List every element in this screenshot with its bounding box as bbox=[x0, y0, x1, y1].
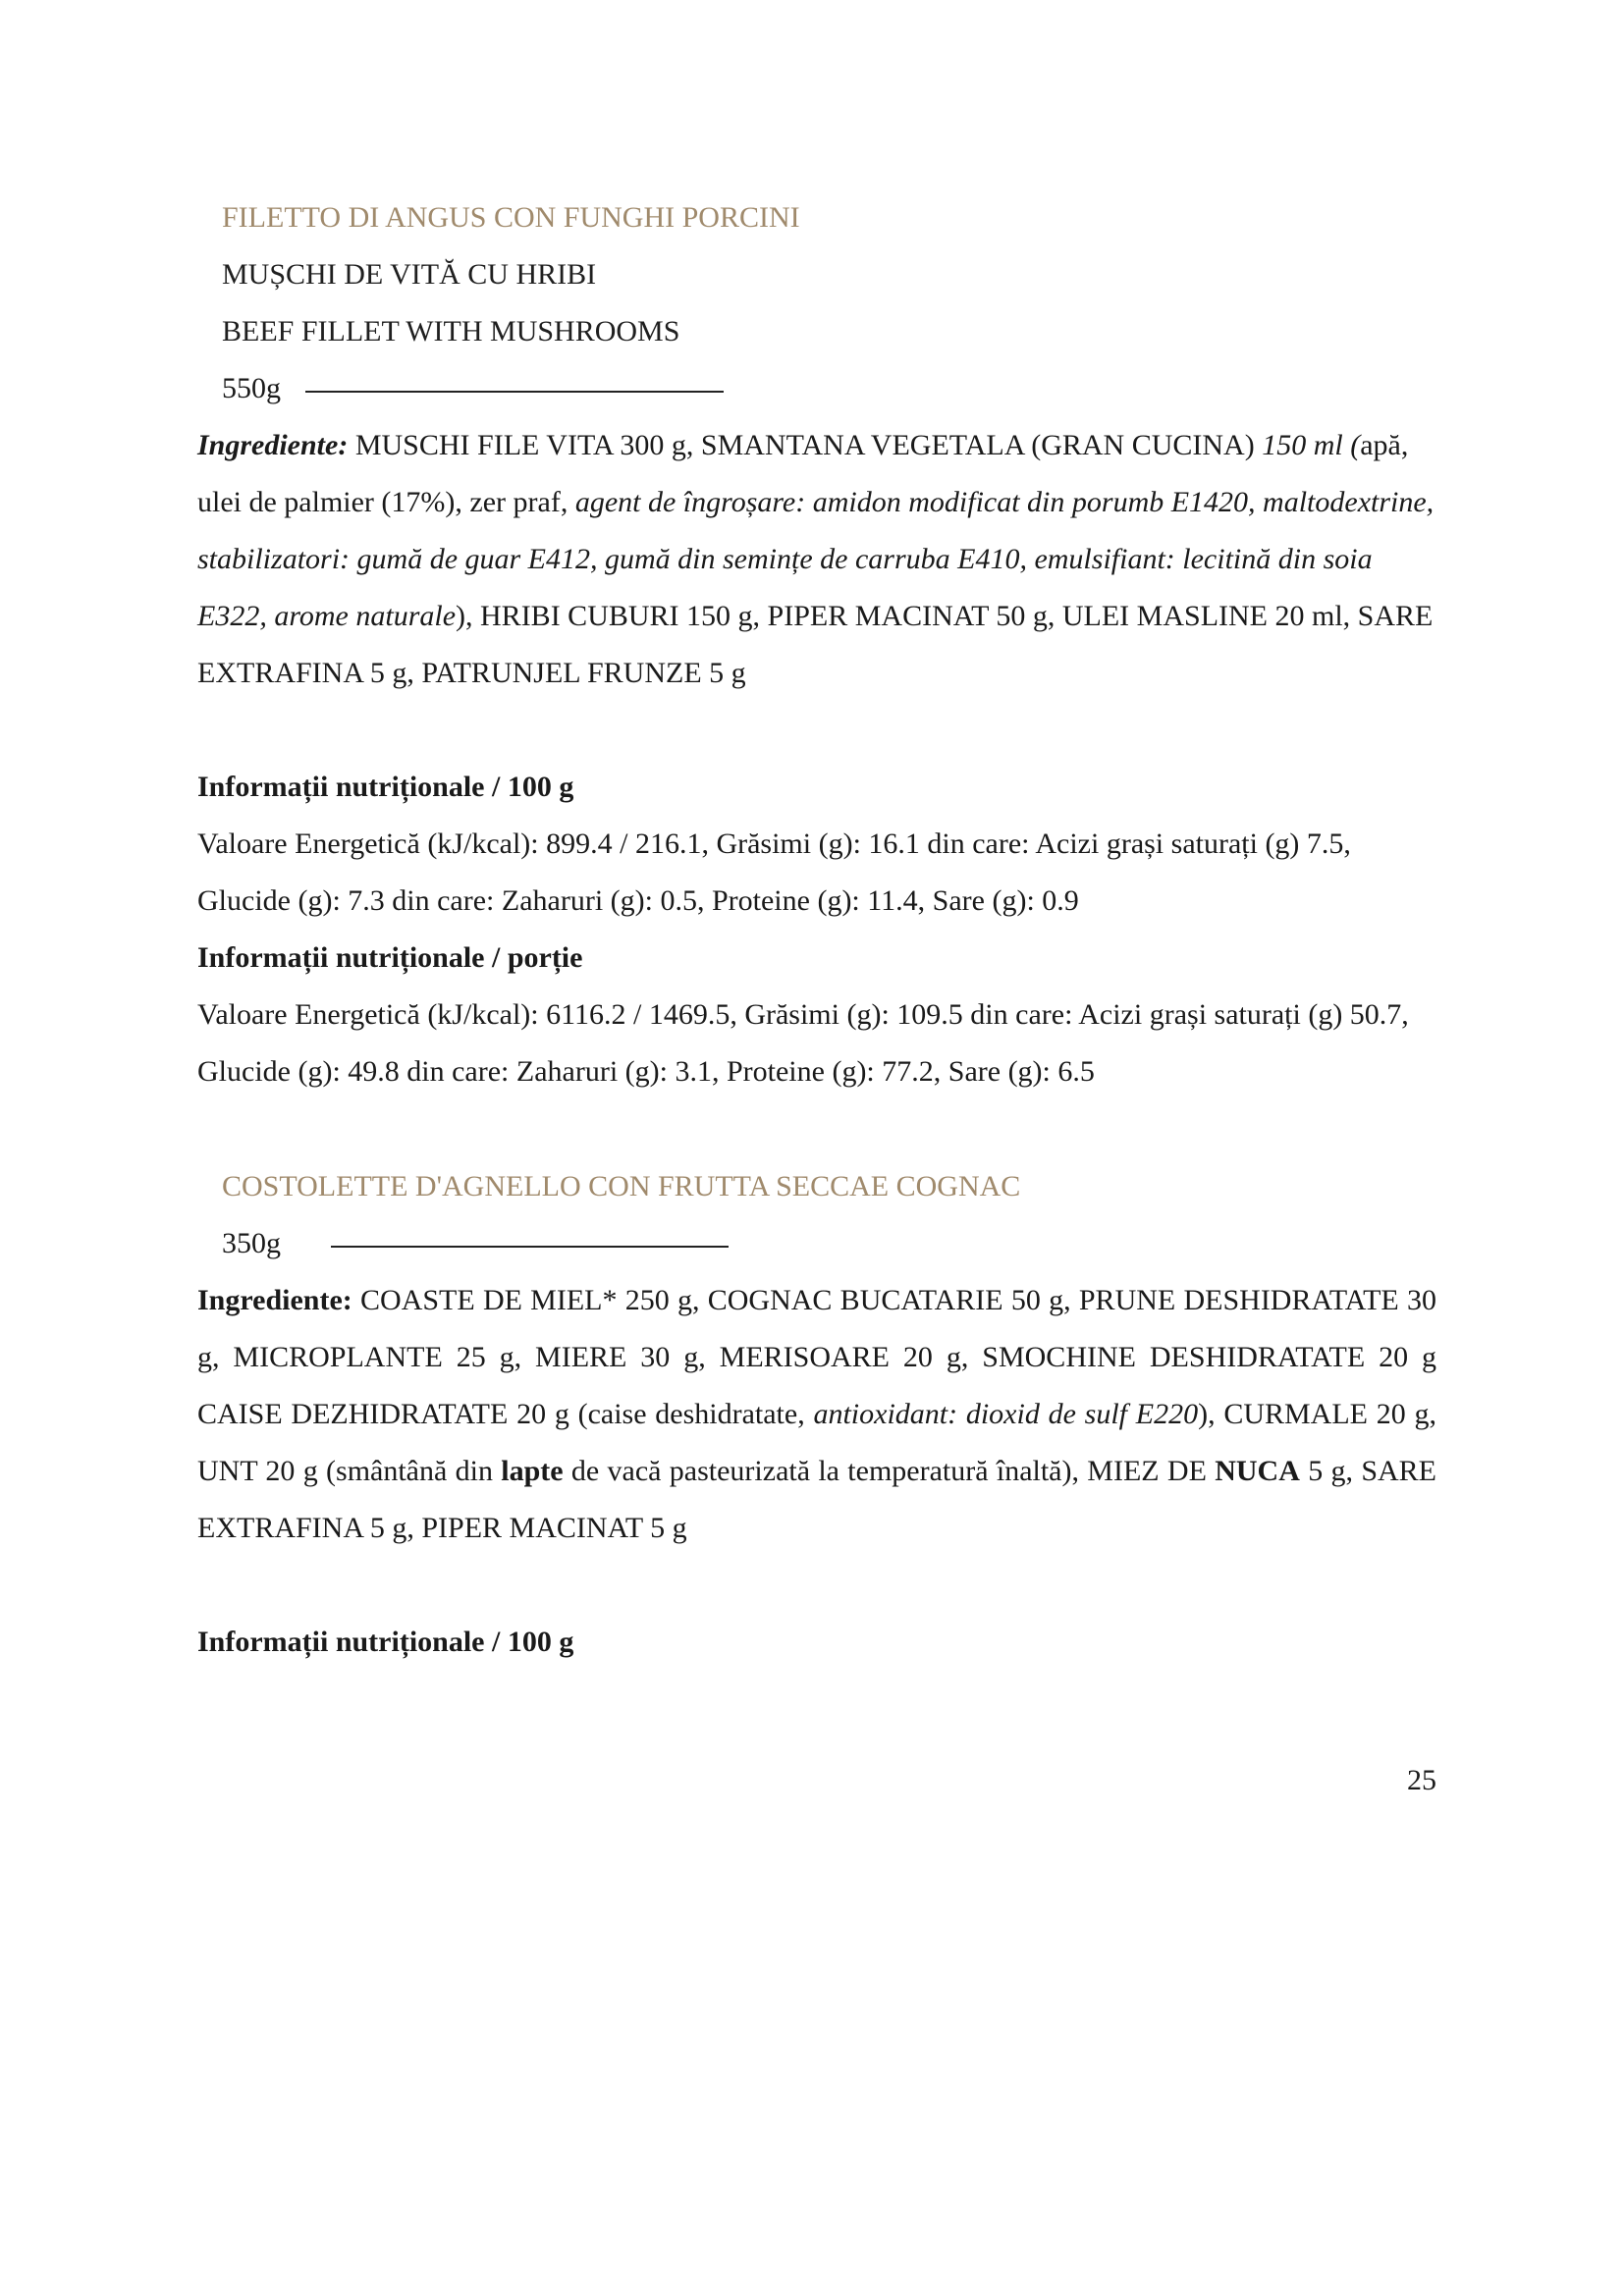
dish-title-romanian: MUȘCHI DE VITĂ CU HRIBI bbox=[222, 258, 597, 291]
ingredients-paragraph bbox=[197, 1272, 1436, 1557]
weight-underline bbox=[331, 1246, 729, 1248]
nutrition-100g-heading: Informații nutriționale / 100 g bbox=[197, 1626, 574, 1658]
allergen-text: NUCA bbox=[1215, 1455, 1300, 1487]
ingredients-text: COASTE DE MIEL* 250 g, COGNAC BUCATARIE 50 g, PRUNE DESHIDRATATE 30 g, MICROPLANTE 25 g, MIERE 30 g, MERISOARE 20 g, SMOCHINE DESHIDRATATE 20 g CAISE DEZHIDRATATE 20 g (caise deshidratate, bbox=[197, 1284, 1436, 1430]
ingredients-text: 150 ml ( bbox=[1262, 429, 1361, 461]
ingredients-text: ), CURMALE 20 g, UNT 20 g (smântână din bbox=[197, 1398, 1436, 1487]
ingredients-text: MUSCHI FILE VITA 300 g, SMANTANA VEGETALA (GRAN CUCINA) bbox=[348, 429, 1263, 461]
page-number: 25 bbox=[1407, 1764, 1436, 1796]
ingredients-label: Ingrediente: bbox=[197, 429, 349, 461]
ingredients-label: Ingrediente: bbox=[197, 1284, 352, 1316]
nutrition-portion-text: Valoare Energetică (kJ/kcal): 6116.2 / 1469.5, Grăsimi (g): 109.5 din care: Acizi grași saturați (g) 50.7, Glucide (g): 49.8 din care: Zaharuri (g): 3.1, Proteine (g): 77.2, Sare (g): 6.5 bbox=[197, 998, 1409, 1088]
nutrition-portion-heading: Informații nutriționale / porție bbox=[197, 941, 583, 974]
ingredients-paragraph bbox=[197, 417, 1436, 702]
dish-weight: 350g bbox=[222, 1227, 281, 1259]
nutrition-100g-heading: Informații nutriționale / 100 g bbox=[197, 771, 574, 803]
ingredients-text: de vacă pasteurizată la temperatură înaltă), MIEZ DE bbox=[563, 1455, 1216, 1487]
dish-title-italian: FILETTO DI ANGUS CON FUNGHI PORCINI bbox=[222, 201, 800, 234]
ingredients-text: agent de îngroșare: amidon modificat din porumb E1420, maltodextrine, stabilizatori: gumă de guar E412, gumă din semințe de carruba E410, emulsifiant: lecitină din soia E322, arome naturale bbox=[197, 486, 1435, 632]
ingredients-text: apă, ulei de palmier (17%), zer praf, bbox=[197, 429, 1409, 518]
ingredients-text: 5 g, SARE EXTRAFINA 5 g, PIPER MACINAT 5 g bbox=[197, 1455, 1436, 1544]
ingredients-text: antioxidant: dioxid de sulf E220 bbox=[813, 1398, 1199, 1430]
dish-title-english: BEEF FILLET WITH MUSHROOMS bbox=[222, 315, 680, 347]
dish-weight: 550g bbox=[222, 372, 281, 404]
allergen-text: lapte bbox=[501, 1455, 564, 1487]
weight-underline bbox=[305, 391, 724, 393]
ingredients-text: ), HRIBI CUBURI 150 g, PIPER MACINAT 50 g, ULEI MASLINE 20 ml, SARE EXTRAFINA 5 g, PATRUNJEL FRUNZE 5 g bbox=[197, 600, 1434, 689]
dish-title-italian: COSTOLETTE D'AGNELLO CON FRUTTA SECCAE COGNAC bbox=[222, 1170, 1021, 1202]
nutrition-100g-text: Valoare Energetică (kJ/kcal): 899.4 / 216.1, Grăsimi (g): 16.1 din care: Acizi grași saturați (g) 7.5, Glucide (g): 7.3 din care: Zaharuri (g): 0.5, Proteine (g): 11.4, Sare (g): 0.9 bbox=[197, 828, 1351, 917]
